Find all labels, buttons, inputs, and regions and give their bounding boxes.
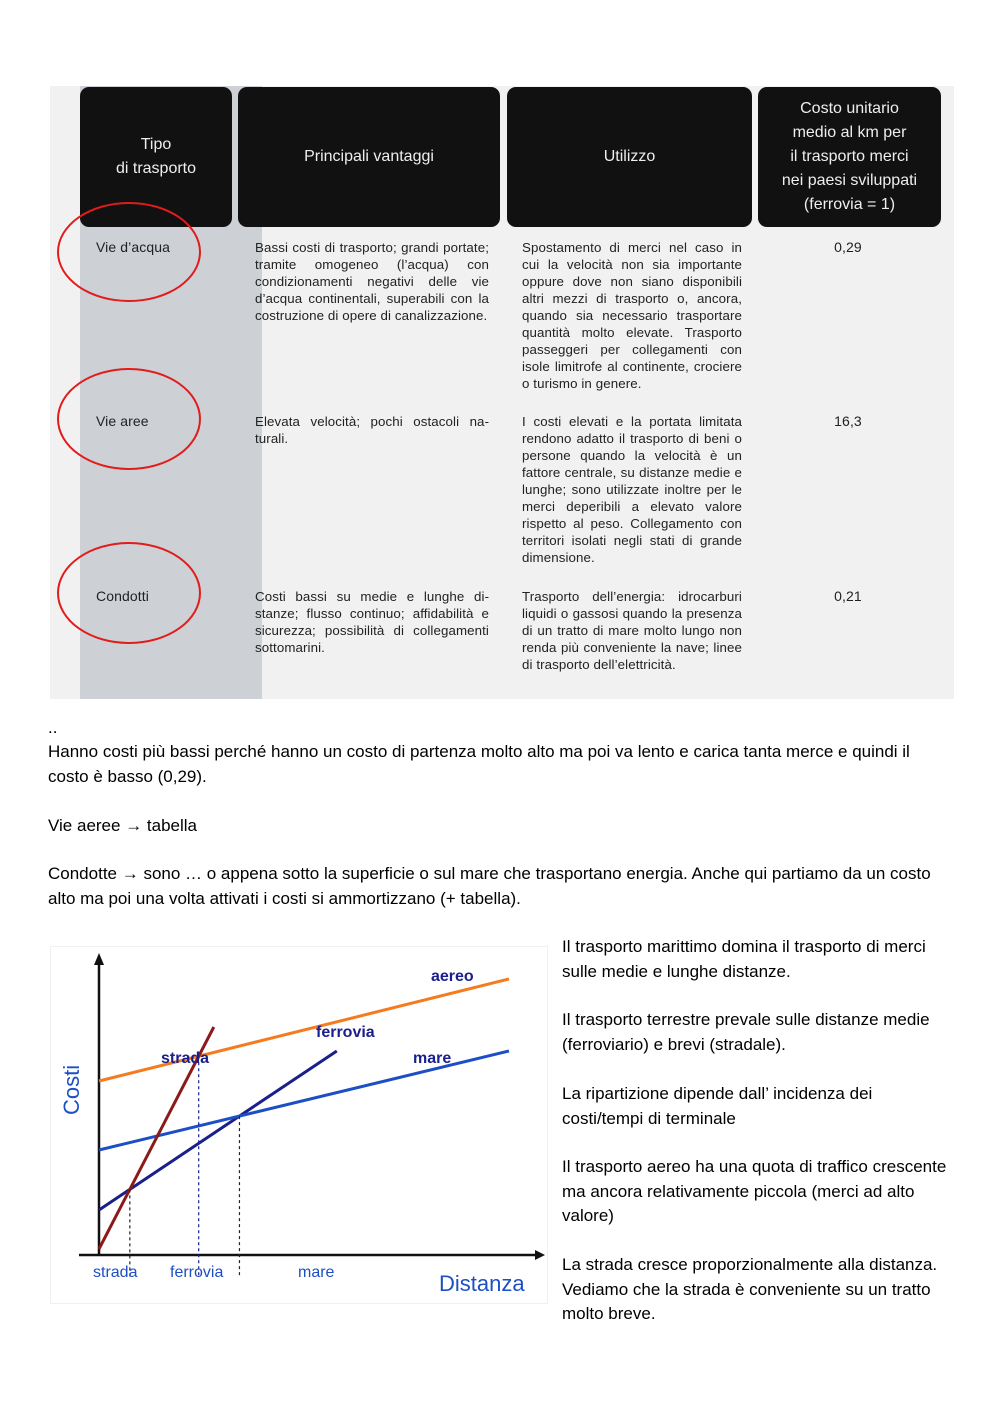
side-note: La ripartizione dipende dall’ incidenza dei costi/tempi di terminale (562, 1084, 873, 1128)
row-cost: 0,29 (834, 239, 862, 255)
x-region-label: ferrovia (170, 1264, 224, 1281)
x-region-label: mare (298, 1264, 335, 1281)
side-note: Il trasporto terrestre prevale sulle distanze medie (ferroviario) e brevi (stradale). (562, 1010, 930, 1054)
header-cost: Costo unitario medio al km per il trasporto merci nei paesi sviluppati (ferrovia = 1) (758, 87, 941, 227)
row-advantages: Elevata velocità; pochi ostacoli naturali. (255, 414, 489, 446)
side-note: Il trasporto aereo ha una quota di traffico crescente ma ancora relativamente piccola (merci ad alto valore) (562, 1157, 947, 1225)
y-axis-arrow (94, 953, 104, 965)
header-usage: Utilizzo (507, 87, 752, 227)
x-axis-title: Distanza (439, 1271, 525, 1296)
row-cost: 16,3 (834, 413, 862, 429)
row-type: Condotti (96, 588, 149, 604)
row-usage: Spostamento di merci nel caso in cui la velocità non sia importante oppure dove non siano disponibili altri mezzi di trasporto o, ancora, quando sia necessario trasportare quantità molto elevate. Trasporto passeggeri per collegamenti con isole limitrofe al continente, crociere o turismo in genere. (522, 240, 742, 391)
note-paragraph: Vie aeree → tabella (48, 816, 198, 835)
note-paragraph: Hanno costi più bassi perché hanno un costo di partenza molto alto ma poi va lento e carica tanta merce e quindi il costo è basso (0,29). (48, 742, 910, 786)
side-note: La strada cresce proporzionalmente alla distanza. Vediamo che la strada è conveniente su un tratto molto breve. (562, 1255, 938, 1323)
row-usage: Trasporto dell’energia: idrocarburi liquidi o gassosi quando la presenza di un tratto di mare molto lungo non renda più conveniente la nave; linee di trasporto dell’elettricità. (522, 589, 742, 672)
x-region-label: strada (93, 1264, 138, 1281)
red-circle-annotation (57, 368, 201, 470)
row-type: Vie aree (96, 413, 149, 429)
x-axis-arrow (535, 1250, 545, 1260)
y-axis-title: Costi (59, 1064, 84, 1115)
transport-table (50, 86, 954, 699)
series-label-strada: strada (161, 1050, 210, 1067)
series-line-ferrovia (99, 1051, 337, 1210)
red-circle-annotation (57, 542, 201, 644)
note-paragraph: Condotte → sono … o appena sotto la superficie o sul mare che trasportano energia. Anche qui partiamo da un costo alto ma poi una volta attivati i costi si ammortizzano (+ tabella). (48, 864, 931, 908)
cost-distance-chart (50, 946, 548, 1304)
header-advantages: Principali vantaggi (238, 87, 500, 227)
row-advantages: Bassi costi di trasporto; grandi portate; tramite omogeneo (l’acqua) con condizionamenti negativi delle vie d’acqua continentali, superabili con la costruzione di opere di canalizzazione. (255, 240, 489, 323)
chart-svg (51, 947, 547, 1303)
side-note: Il trasporto marittimo domina il trasporto di merci sulle medie e lunghe distanze. (562, 937, 926, 981)
note-dots: .. (48, 718, 58, 737)
header-type: Tipo di trasporto (80, 87, 232, 227)
row-type: Vie d’acqua (96, 239, 171, 255)
series-label-ferrovia: ferrovia (316, 1024, 375, 1041)
row-usage: I costi elevati e la portata limitata rendono adatto il trasporto di beni o persone quando la velocità è un fattore centrale, su distanze medie e lunghe; sono utilizzate inoltre per le merci deperibili a elevato valore rispetto al peso. Collegamento con territori isolati negli stati di grande dimensione. (522, 414, 742, 565)
series-label-aereo: aereo (431, 968, 474, 985)
red-circle-annotation (57, 202, 201, 302)
series-label-mare: mare (413, 1050, 452, 1067)
row-advantages: Costi bassi su medie e lunghe distanze; flusso continuo; affidabilità e sicurezza; possibilità di collegamenti sottomarini. (255, 589, 489, 655)
row-cost: 0,21 (834, 588, 862, 604)
